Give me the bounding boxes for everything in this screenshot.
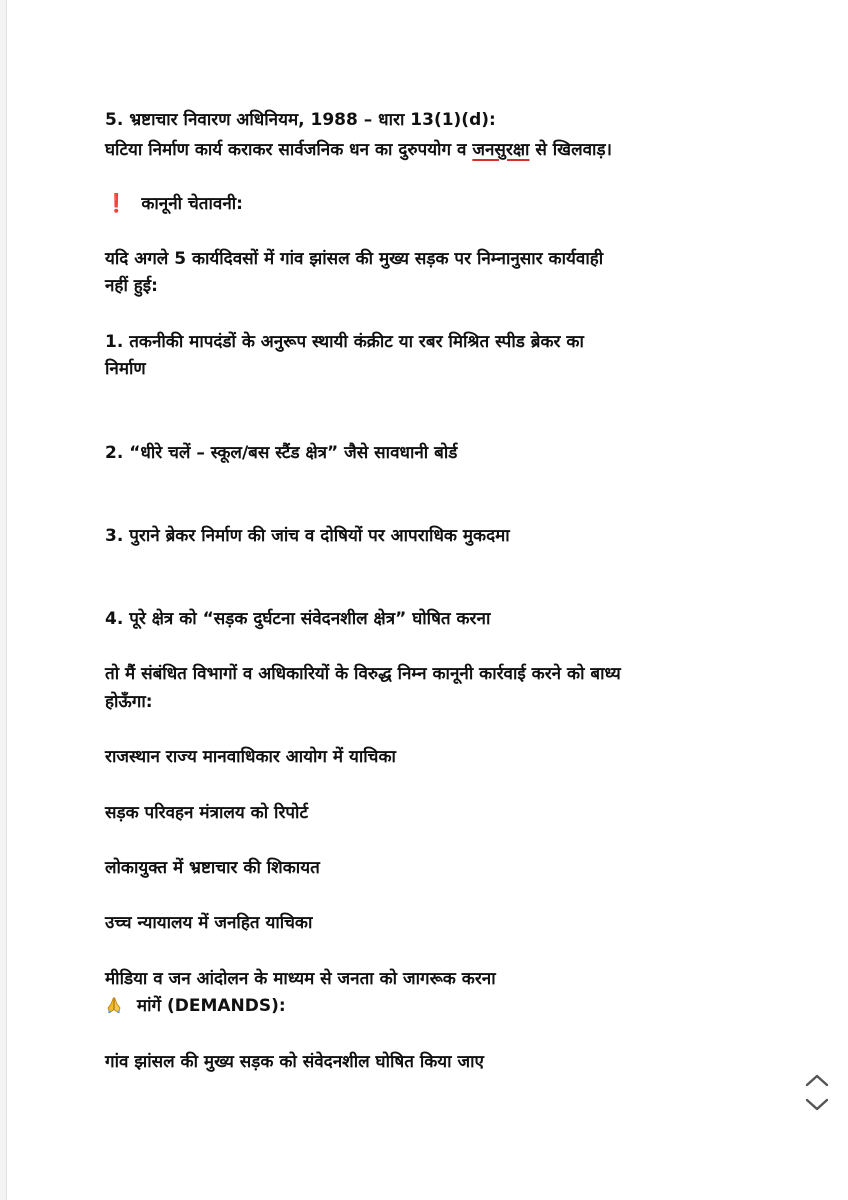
section-5-heading: 5. भ्रष्टाचार निवारण अधिनियम, 1988 – धारा 13(1)(d):	[105, 110, 496, 130]
warning-paragraph-line-1: यदि अगले 5 कार्यदिवसों में गांव झांसल की मुख्य सड़क पर निम्नानुसार कार्यवाही	[105, 249, 604, 269]
demand-declare-sensitive: गांव झांसल की मुख्य सड़क को संवेदनशील घोषित किया जाए	[105, 1052, 484, 1072]
action-item-human-rights: राजस्थान राज्य मानवाधिकार आयोग में याचिका	[105, 747, 396, 767]
demand-item-1-line-2: निर्माण	[105, 359, 146, 379]
exclamation-icon: ❗	[105, 193, 128, 214]
section-5-description	[105, 138, 785, 162]
legal-warning-label: कानूनी चेतावनी:	[141, 194, 243, 214]
action-item-transport-ministry: सड़क परिवहन मंत्रालय को रिपोर्ट	[105, 803, 309, 823]
chevron-down-icon[interactable]	[802, 1094, 832, 1116]
action-item-media: मीडिया व जन आंदोलन के माध्यम से जनता को जागरूक करना	[105, 969, 496, 989]
action-paragraph-line-2: होऊँगा:	[105, 692, 153, 712]
action-item-high-court: उच्च न्यायालय में जनहित याचिका	[105, 913, 313, 933]
action-paragraph-line-1: तो मैं संबंधित विभागों व अधिकारियों के विरुद्ध निम्न कानूनी कार्रवाई करने को बाध्य	[105, 664, 621, 684]
legal-warning-heading	[105, 192, 785, 216]
demands-heading	[105, 994, 785, 1018]
demand-item-4: 4. पूरे क्षेत्र को “सड़क दुर्घटना संवेदनशील क्षेत्र” घोषित करना	[105, 609, 491, 629]
folded-hands-icon	[105, 996, 123, 1014]
description-text-end: से खिलवाड़।	[535, 140, 612, 160]
demand-item-1-line-1: 1. तकनीकी मापदंडों के अनुरूप स्थायी कंक्रीट या रबर मिश्रित स्पीड ब्रेकर का	[105, 332, 584, 352]
spellcheck-underlined-word: जनसुरक्षा	[472, 140, 530, 160]
action-item-lokayukta: लोकायुक्त में भ्रष्टाचार की शिकायत	[105, 858, 320, 878]
document-page	[6, 0, 848, 1200]
warning-paragraph-line-2: नहीं हुई:	[105, 276, 158, 296]
demand-item-3: 3. पुराने ब्रेकर निर्माण की जांच व दोषियों पर आपराधिक मुकदमा	[105, 526, 510, 546]
demands-label: मांगें (DEMANDS):	[136, 996, 286, 1016]
description-text-start: घटिया निर्माण कार्य कराकर सार्वजनिक धन का दुरुपयोग व	[105, 140, 467, 160]
chevron-up-icon[interactable]	[802, 1069, 832, 1091]
demand-item-2: 2. “धीरे चलें – स्कूल/बस स्टैंड क्षेत्र” जैसे सावधानी बोर्ड	[105, 443, 458, 463]
